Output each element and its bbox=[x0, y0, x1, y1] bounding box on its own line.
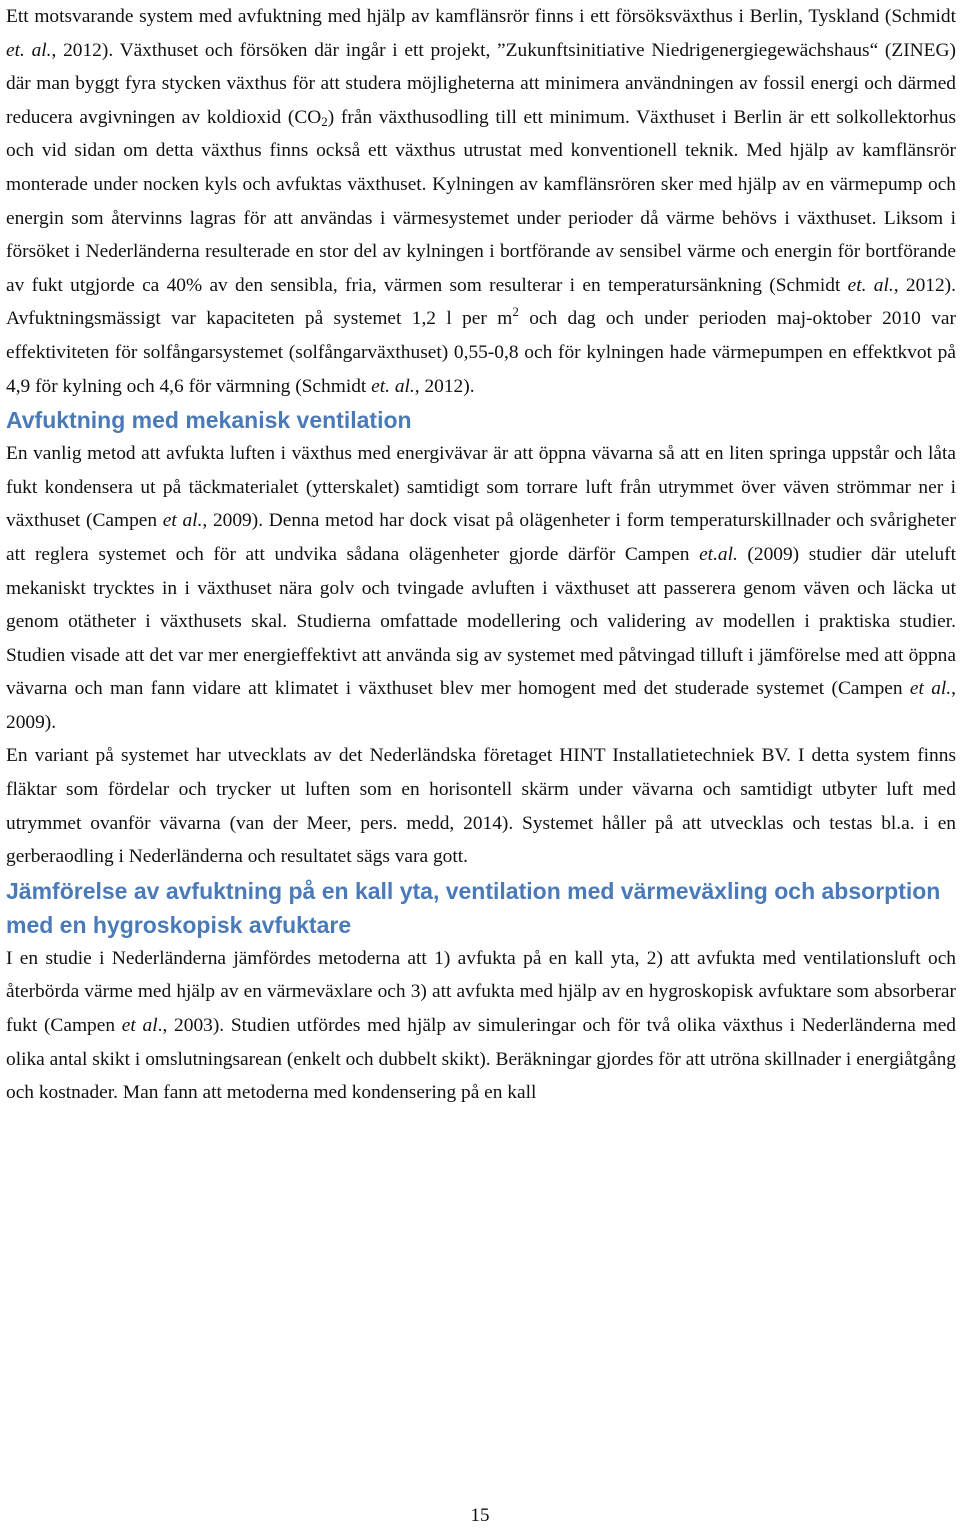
citation-etal: et.al. bbox=[699, 543, 738, 565]
paragraph-1-text-e: och dag och under perioden maj-oktober 2010 var effektiviteten för solfångarsystemet (solfångarväxthuset) 0,55-0,8 och för kylningen hade värmepumpen en effektkvot på 4,9 för kylning och 4,6 för värmning (Schmidt bbox=[6, 308, 956, 397]
section-heading-comparison: Jämförelse av avfuktning på en kall yta, ventilation med värmeväxling och absorption med en hygroskopisk avfuktare bbox=[6, 877, 941, 938]
citation-etal: et al. bbox=[162, 510, 203, 532]
paragraph-1-text-c: ) från växthusodling till ett minimum. Växthuset i Berlin är ett solkollektorhus och vid sidan om detta växthus finns också ett växthus utrustat med konventionell teknik. Med hjälp av kamflänsrör monterade under nocken kyls och avfuktas växthuset. Kylningen av kamflänsrören sker med hjälp av en värmepump och energin som återvinns lagras för att användas i värmesystemet under perioder då värme behövs i växthuset. Liksom i försöket i Nederländerna resulterade en stor del av kylningen i bortförande av sensibel värme och energin för bortförande av fukt utgjorde ca 40% av den sensibla, fria, värmen som resulterar i en temperatursänkning (Schmidt bbox=[6, 106, 956, 296]
paragraph-2-text-c: (2009) studier där uteluft mekaniskt trycktes in i växthuset nära golv och tvingade avluften i växthuset att passerera genom väven och läcka ut genom otätheter i växthusets skal. Studierna omfattade modellering och validering av modellen i praktiska studier. Studien visade att det var mer energieffektivt att använda sig av systemet med påtvingad tilluft i jämförelse med att öppna vävarna och man fann vidare att klimatet i växthuset blev mer homogent med det studerade systemet (Campen bbox=[6, 543, 956, 700]
paragraph-1-text-a: Ett motsvarande system med avfuktning med hjälp av kamflänsrör finns i ett försöksväxthus i Berlin, Tyskland (Schmidt bbox=[6, 6, 956, 27]
paragraph-4-text-b: ., 2003). Studien utfördes med hjälp av simuleringar och för två olika växthus i Nederländerna med olika antal skikt i omslutningsarean (enkelt och dubbelt skikt). Beräkningar gjordes för att utröna skillnader i energiåtgång och kostnader. Man fann att metoderna med kondensering på en kall bbox=[6, 1015, 957, 1104]
paragraph-4-text-a: I en studie i Nederländerna jämfördes metoderna att 1) avfukta på en kall yta, 2) att avfukta med ventilationsluft och återbörda värme med hjälp av en värmeväxlare och 3) att avfukta med hjälp av en hygroskopisk avfuktare som absorberar fukt (Campen bbox=[6, 947, 956, 1037]
m2-superscript: 2 bbox=[512, 304, 519, 320]
section-heading-mechanical-ventilation: Avfuktning med mekanisk ventilation bbox=[6, 407, 412, 434]
paragraph-mechanical-ventilation bbox=[6, 437, 956, 739]
paragraph-1-text-d: , 2012). Avfuktningsmässigt var kapaciteten på systemet 1,2 l per m bbox=[6, 274, 956, 330]
paragraph-2-text-a: En vanlig metod att avfukta luften i växthus med energivävar är att öppna vävarna så att en liten springa uppstår och låta fukt kondensera ut på täckmaterialet (ytterskalet) samtidigt som torrare luft från utrymmet över väven strömmar ner i växthuset (Campen bbox=[6, 443, 956, 532]
paragraph-1-text-f: , 2012). bbox=[414, 375, 475, 397]
page-number: 15 bbox=[470, 1505, 490, 1526]
paragraph-2-text-d: , 2009). bbox=[6, 678, 956, 733]
paragraph-1-text-b: , 2012). Växthuset och försöken där ingår i ett projekt, ”Zukunftsinitiative Niedrigenergiegewächshaus“ (ZINEG) där man byggt fyra stycken växthus för att studera möjligheterna att minimera användningen av fossil energi och därmed reducera avgivningen av koldioxid (CO bbox=[6, 39, 956, 128]
citation-etal: et. al. bbox=[371, 375, 415, 397]
paragraph-zineg-berlin bbox=[6, 0, 956, 403]
citation-etal: et. al. bbox=[847, 274, 894, 296]
co2-subscript: 2 bbox=[321, 113, 328, 129]
citation-etal: et al. bbox=[909, 678, 952, 700]
paragraph-2-text-b: , 2009). Denna metod har dock visat på olägenheter i form temperaturskillnader och svårigheter att reglera systemet och för att undvika sådana olägenheter gjorde därför Campen bbox=[6, 510, 956, 565]
paragraph-comparison-study bbox=[6, 942, 956, 1110]
document-page bbox=[6, 0, 956, 1110]
paragraph-hint-system: En variant på systemet har utvecklats av det Nederländska företaget HINT Installatietechniek BV. I detta system finns fläktar som fördelar och trycker ut luften som en horisontell skärm under vävarna och samtidigt utbyter luft med utrymmet ovanför vävarna (van der Meer, pers. medd, 2014). Systemet håller på att utvecklas och testas bl.a. i en gerberaodling i Nederländerna och resultatet sägs vara gott. bbox=[6, 745, 956, 868]
citation-etal: et. al. bbox=[6, 39, 52, 61]
citation-etal: et al bbox=[121, 1015, 158, 1037]
